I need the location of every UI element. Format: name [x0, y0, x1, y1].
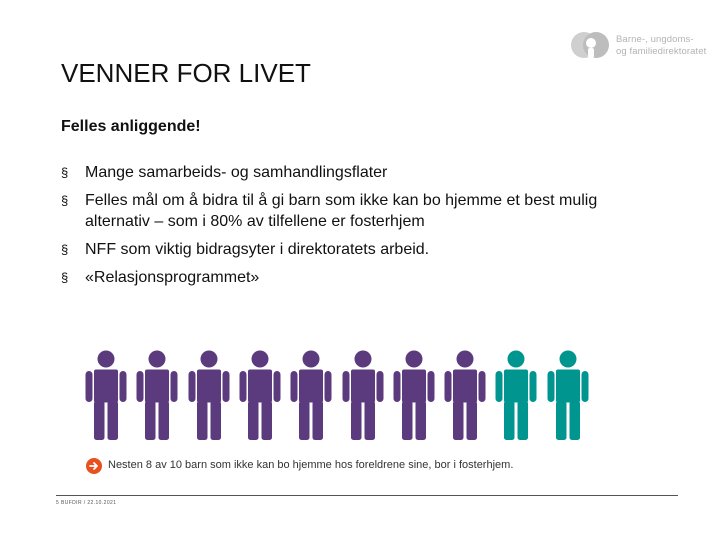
bullet-marker: § [61, 193, 69, 208]
slide-title: VENNER FOR LIVET [61, 58, 311, 88]
bufdir-logo [570, 28, 710, 64]
logo-line-2: og familiedirektoratet [616, 46, 707, 57]
bullet-list [61, 162, 681, 295]
person-icon [341, 350, 385, 440]
bullet-text: Mange samarbeids- og samhandlingsflater [85, 164, 388, 181]
person-icon [289, 350, 333, 440]
caption-text: Nesten 8 av 10 barn som ikke kan bo hjemme hos foreldrene sine, bor i fosterhjem. [108, 459, 514, 471]
bullet-marker: § [61, 242, 69, 257]
bullet-item [61, 239, 681, 260]
person-icon [238, 350, 282, 440]
footer-text: 5 BUFDIR / 22.10.2021 [56, 500, 117, 506]
logo-line-1: Barne-, ungdoms- [616, 34, 694, 45]
person-icon [494, 350, 538, 440]
person-icon [546, 350, 590, 440]
slide-subtitle: Felles anliggende! [61, 118, 201, 135]
footer-divider [56, 495, 678, 496]
bullet-marker: § [61, 165, 69, 180]
person-icon [443, 350, 487, 440]
bullet-text: NFF som viktig bidragsyter i direktoratets arbeid. [85, 241, 430, 258]
arrow-right-circle-icon [86, 458, 102, 474]
person-icon [135, 350, 179, 440]
bufdir-logo-text [616, 34, 706, 58]
bullet-item [61, 190, 681, 232]
person-icon [392, 350, 436, 440]
bullet-marker: § [61, 270, 69, 285]
bullet-item [61, 162, 681, 183]
person-icon-row [84, 350, 604, 440]
bullet-text: Felles mål om å bidra til å gi barn som ikke kan bo hjemme et best mulig [85, 192, 598, 209]
bullet-text: «Relasjonsprogrammet» [85, 269, 260, 286]
bufdir-logo-icon [570, 28, 610, 64]
bullet-item [61, 267, 681, 288]
person-icon [187, 350, 231, 440]
bullet-text-continued: alternativ – som i 80% av tilfellene er fosterhjem [85, 213, 425, 230]
person-icon [84, 350, 128, 440]
